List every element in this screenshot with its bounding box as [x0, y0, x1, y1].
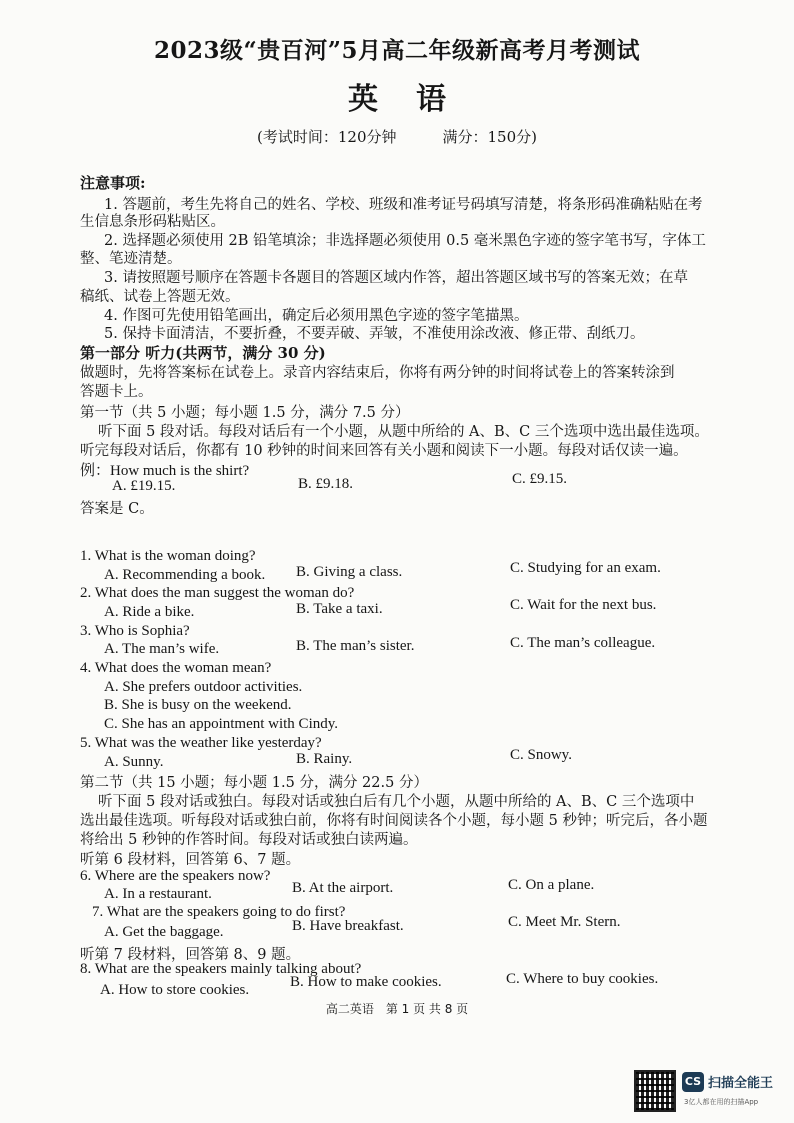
camscanner-logo-icon: CS — [682, 1072, 704, 1092]
option-a: A. Ride a bike. — [104, 604, 195, 620]
page-footer: 高二英语 第 1 页 共 8 页 — [325, 1002, 469, 1016]
note-line: 3. 请按照题号顺序在答题卡各题目的答题区域内作答，超出答题区域书写的答案无效；在草 — [104, 270, 688, 286]
section2-instruction: 选出最佳选项。听每段对话或独白前，你将有时间阅读各个小题，每小题 5 秒钟；听完后，各小题 — [80, 813, 708, 829]
section1-instruction: 听下面 5 段对话。每段对话后有一个小题，从题中所给的 A、B、C 三个选项中选出最佳选项。 — [98, 424, 709, 440]
option-c: C. Studying for an exam. — [510, 560, 661, 576]
example-question: 例：How much is the shirt? — [80, 463, 250, 479]
option-b: B. At the airport. — [292, 880, 394, 896]
note-line: 生信息条形码粘贴区。 — [80, 214, 225, 230]
option-c: C. Where to buy cookies. — [506, 971, 659, 987]
option-a: A. The man’s wife. — [104, 641, 220, 657]
question-stem: 1. What is the woman doing? — [80, 548, 256, 564]
option-a: A. Sunny. — [104, 754, 164, 770]
option-b: B. She is busy on the weekend. — [104, 697, 292, 713]
exam-time: (考试时间：120分钟 — [257, 128, 397, 146]
option-a: A. Recommending a book. — [104, 567, 266, 583]
option-a: A. In a restaurant. — [104, 886, 212, 902]
section1-instruction: 听完每段对话后，你都有 10 秒钟的时间来回答有关小题和阅读下一小题。每段对话仅读一遍。 — [80, 443, 688, 459]
exam-score: 满分：150分) — [442, 128, 537, 146]
question-stem: 6. Where are the speakers now? — [80, 868, 271, 884]
exam-info — [0, 126, 794, 147]
section1-heading: 第一节（共 5 小题；每小题 1.5 分，满分 7.5 分） — [80, 405, 410, 421]
question-stem: 7. What are the speakers going to do first? — [92, 904, 346, 920]
camscanner-tagline: 3亿人都在用的扫描App — [684, 1098, 759, 1106]
note-line: 整、笔迹清楚。 — [80, 251, 182, 267]
note-line: 稿纸、试卷上答题无效。 — [80, 289, 240, 305]
part1-heading: 第一部分 听力(共两节，满分 30 分) — [80, 344, 326, 362]
section2-instruction: 将给出 5 秒钟的作答时间。每段对话或独白读两遍。 — [80, 832, 418, 848]
section2-instruction: 听下面 5 段对话或独白。每段对话或独白后有几个小题，从题中所给的 A、B、C 三个选项中 — [98, 794, 695, 810]
question-stem: 3. Who is Sophia? — [80, 623, 190, 639]
option-a: A. Get the baggage. — [104, 924, 224, 940]
note-line: 4. 作图可先使用铅笔画出，确定后必须用黑色字迹的签字笔描黑。 — [104, 308, 529, 324]
option-c: C. Meet Mr. Stern. — [508, 914, 621, 930]
material-label: 听第 7 段材料，回答第 8、9 题。 — [80, 947, 301, 963]
part1-intro: 答题卡上。 — [80, 384, 153, 400]
note-line: 5. 保持卡面清洁，不要折叠，不要弄破、弄皱，不准使用涂改液、修正带、刮纸刀。 — [104, 326, 645, 342]
material-label: 听第 6 段材料，回答第 6、7 题。 — [80, 852, 301, 868]
option-a: A. She prefers outdoor activities. — [104, 679, 303, 695]
option-b: B. Giving a class. — [296, 564, 403, 580]
example-option-a: A. £19.15. — [112, 478, 176, 494]
qr-code-icon — [634, 1070, 676, 1112]
camscanner-name: 扫描全能王 — [708, 1076, 774, 1091]
example-answer: 答案是 C。 — [80, 501, 154, 517]
note-line: 1. 答题前，考生先将自己的姓名、学校、班级和准考证号码填写清楚，将条形码准确粘贴在考 — [104, 197, 703, 213]
option-b: B. Rainy. — [296, 751, 353, 767]
subject-title: 英语 — [348, 82, 484, 117]
option-b: B. Have breakfast. — [292, 918, 404, 934]
question-stem: 5. What was the weather like yesterday? — [80, 735, 322, 751]
option-c: C. Wait for the next bus. — [510, 597, 657, 613]
example-option-b: B. £9.18. — [298, 476, 354, 492]
option-c: C. On a plane. — [508, 877, 595, 893]
option-c: C. The man’s colleague. — [510, 635, 656, 651]
section2-heading: 第二节（共 15 小题；每小题 1.5 分，满分 22.5 分） — [80, 775, 428, 791]
option-a: A. How to store cookies. — [100, 982, 250, 998]
notes-heading: 注意事项: — [80, 174, 146, 192]
example-option-c: C. £9.15. — [512, 471, 568, 487]
question-stem: 8. What are the speakers mainly talking about? — [80, 961, 362, 977]
question-stem: 2. What does the man suggest the woman do? — [80, 585, 355, 601]
question-stem: 4. What does the woman mean? — [80, 660, 272, 676]
part1-intro: 做题时，先将答案标在试卷上。录音内容结束后，你将有两分钟的时间将试卷上的答案转涂到 — [80, 365, 675, 381]
note-line: 2. 选择题必须使用 2B 铅笔填涂；非选择题必须使用 0.5 毫米黑色字迹的签字笔书写，字体工 — [104, 233, 706, 249]
exam-title: 2023级“贵百河”5月高二年级新高考月考测试 — [154, 37, 640, 64]
option-b: B. The man’s sister. — [296, 638, 415, 654]
option-c: C. Snowy. — [510, 747, 572, 763]
option-b: B. Take a taxi. — [296, 601, 383, 617]
option-c: C. She has an appointment with Cindy. — [104, 716, 339, 732]
option-b: B. How to make cookies. — [290, 974, 442, 990]
